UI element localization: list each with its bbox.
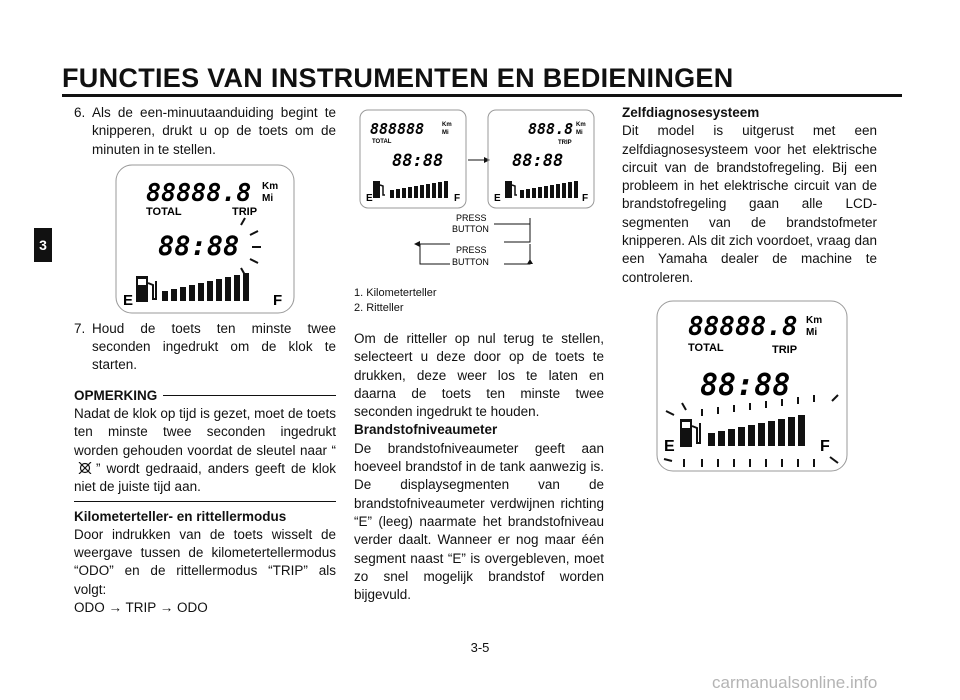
- loop-arrow-icon-2: [527, 259, 533, 264]
- empty-label-right: E: [664, 437, 675, 455]
- right-fuel-level-bar: [520, 181, 578, 198]
- odometer-digits-right: 88888.8: [688, 311, 798, 342]
- clock-digits: 88:88: [158, 230, 240, 262]
- press-label-1: PRESS: [456, 213, 487, 223]
- loop-arrow-icon: [414, 241, 420, 247]
- fuel-gauge-text: De brandstofniveaumeter geeft aan hoeveel brandstof in de tank aanwezig is. De displaysegmenten van de brandstofniveaumeter verdwijnen richting “E” (leeg) naarmate het brandstofniveau verder daalt. Wanneer er nog maar één segment naast “E” is overgebleven, moet zo snel mogelijk brandstof worden bijgevuld.: [354, 440, 604, 603]
- fuel-level-bar: [162, 273, 249, 301]
- step-6-text: Als de een-minuutaanduiding begint te knipperen, drukt u op de toets om de minuten in te stellen.: [92, 105, 336, 157]
- left-total-label: TOTAL: [372, 139, 392, 145]
- left-full-label: F: [454, 193, 461, 204]
- button-label-1: BUTTON: [452, 224, 489, 234]
- right-full-label: F: [582, 193, 589, 204]
- left-km-unit: Km: [442, 122, 452, 128]
- page-number: 3-5: [470, 640, 490, 655]
- clock-digits-right: 88:88: [700, 367, 791, 403]
- note-text: [74, 405, 336, 496]
- right-trip-label: TRIP: [558, 140, 572, 146]
- step-6: [74, 104, 336, 159]
- empty-label: E: [123, 291, 134, 309]
- section-odo-trip-title: Kilometerteller- en rittellermodus: [74, 508, 287, 524]
- left-fuel-level-bar: [390, 181, 448, 198]
- blink-rays-icon: [241, 218, 261, 275]
- caption-2: 2. Ritteller: [354, 302, 404, 314]
- fuel-pump-icon: [136, 276, 156, 302]
- column-left: [74, 104, 336, 617]
- right-km-unit: Km: [576, 122, 586, 128]
- step-6-number: 6.: [74, 105, 86, 120]
- odometer-digits: 88888.8: [146, 177, 252, 207]
- self-diagnosis-text: Dit model is uitgerust met een zelfdiagnosesysteem voor het elektrische circuit van de brandstofregeling. Bij een probleem in het elektrische circuit van de brandstofregeling gaan alle LCD-segmenten van de brandstofmeter knipperen. Als dit zich voordoet, vraag dan een Yamaha dealer de machine te controleren.: [622, 123, 877, 285]
- right-mi-unit: Mi: [576, 130, 583, 136]
- section-odo-trip-text: Door indrukken van de toets wisselt de weergave tussen de kilometertellermodus “ODO” en de rittellermodus “TRIP” als volgt:: [74, 526, 336, 597]
- right-empty-label: E: [494, 193, 501, 204]
- mi-unit: Mi: [262, 192, 274, 204]
- meter-illustration-odo-trip: [354, 104, 604, 274]
- fuel-pump-icon-right: [680, 419, 700, 447]
- button-label-2: BUTTON: [452, 257, 489, 267]
- trip-label-right: TRIP: [772, 343, 798, 356]
- caption-1: 1. Kilometerteller: [354, 287, 437, 299]
- full-label-right: F: [820, 437, 830, 455]
- total-label: TOTAL: [146, 205, 182, 218]
- left-clock-digits: 88:88: [392, 151, 444, 171]
- step-7-number: 7.: [74, 320, 86, 336]
- meter-illustration-clock-blink: [74, 163, 336, 318]
- note-rule: [163, 395, 336, 396]
- km-unit-right: Km: [806, 314, 823, 326]
- note-text-a: Nadat de klok op tijd is gezet, moet de toets ten minste twee seconden ingedrukt worden gehouden voordat de sleutel naar “: [74, 406, 336, 458]
- trip-digits: 888.8: [528, 120, 574, 138]
- note-text-b: ” wordt gedraaid, anders geeft de klok niet de juiste tijd aan.: [74, 460, 336, 495]
- note-end-rule: [74, 501, 336, 502]
- right-clock-digits: 88:88: [512, 151, 564, 171]
- km-unit: Km: [262, 180, 279, 192]
- page-header-title: FUNCTIES VAN INSTRUMENTEN EN BEDIENINGEN: [62, 63, 734, 93]
- trip-reset-text: Om de ritteller op nul terug te stellen, selecteert u deze door op de toets te drukken, deze weer los te laten en daarna de toets ten minste twee seconden ingedrukt te houden.: [354, 331, 604, 420]
- trip-label: TRIP: [232, 205, 258, 218]
- chapter-tab[interactable]: 3: [34, 228, 52, 262]
- arrow-to-trip-icon: [468, 157, 490, 163]
- watermark: carmanualsonline.info: [712, 673, 878, 692]
- meter-illustration-fuel-blink: [622, 299, 877, 479]
- right-fuel-pump-icon: [505, 181, 517, 198]
- step-7-text: Houd de toets ten minste twee seconden ingedrukt om de klok te starten.: [92, 320, 336, 373]
- left-mi-unit: Mi: [442, 130, 449, 136]
- section-self-diagnosis-title: Zelfdiagnosesysteem: [622, 105, 760, 120]
- step-7: [74, 320, 336, 375]
- total-label-right: TOTAL: [688, 341, 724, 354]
- press-label-2: PRESS: [456, 245, 487, 255]
- section-fuel-gauge-title: Brandstofniveaumeter: [354, 422, 498, 438]
- fuel-level-bar-right: [708, 415, 805, 446]
- left-fuel-pump-icon: [373, 181, 385, 198]
- full-label: F: [273, 291, 283, 309]
- column-middle: [354, 104, 604, 604]
- note-title: OPMERKING: [74, 387, 158, 403]
- mode-sequence: ODO → TRIP → ODO: [74, 600, 208, 616]
- odometer-6digit: 888888: [370, 120, 425, 138]
- key-off-icon: [74, 462, 96, 474]
- column-right: [622, 104, 877, 479]
- note-heading: [74, 387, 336, 405]
- header-rule: [62, 94, 902, 97]
- fuel-blink-ticks-bottom: [664, 457, 838, 467]
- mi-unit-right: Mi: [806, 326, 818, 338]
- left-empty-label: E: [366, 193, 373, 204]
